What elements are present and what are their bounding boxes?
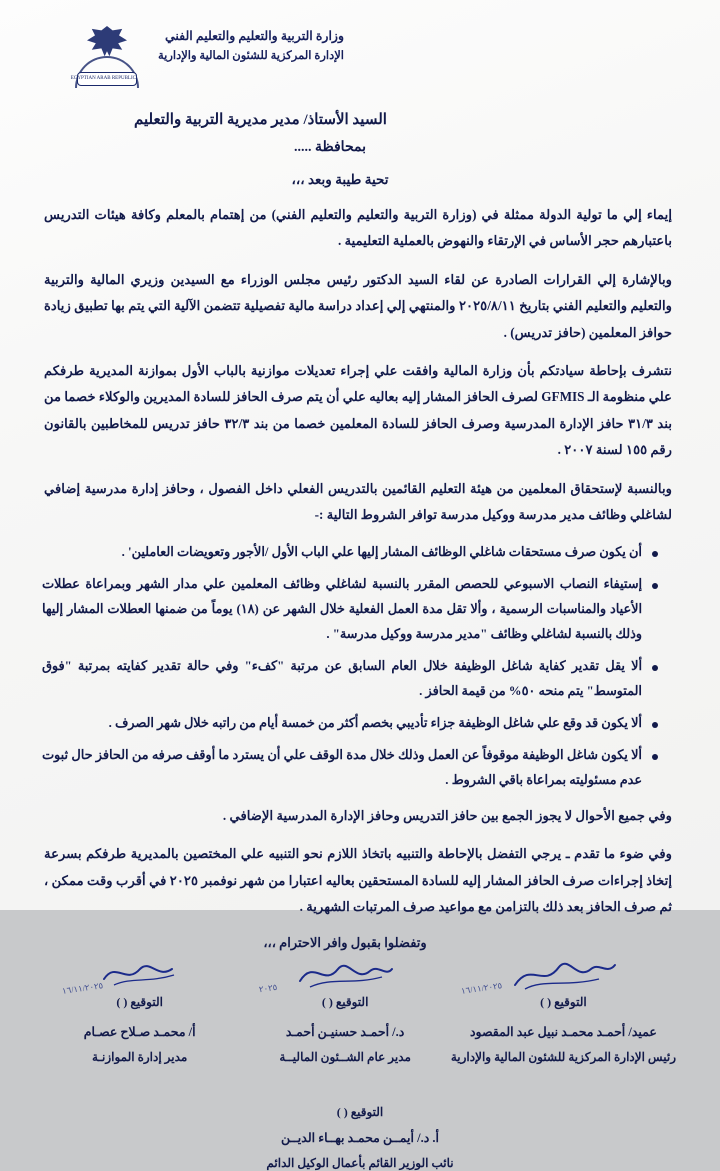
signature-role: مدير إدارة الموازنـة	[92, 1049, 188, 1064]
addressee-line-2: بمحافظة .....	[294, 140, 366, 155]
signature-name: عميد/ أحمـد محمـد نبيل عبد المقصود	[469, 1024, 657, 1039]
signature-name: د./ أحمـد حسنيـن أحمـد	[285, 1024, 405, 1039]
greeting-line: تحية طيبة وبعد ،،،	[291, 172, 389, 187]
no-combination-note: وفي جميع الأحوال لا يجوز الجمع بين حافز التدريس وحافز الإدارة المدرسية الإضافي .	[222, 808, 672, 824]
conditions-list	[34, 540, 686, 793]
signature-date-stamp: ١٦/١١/٢٠٢٥	[460, 979, 503, 996]
paragraph-2: وبالإشارة إلي القرارات الصادرة عن لقاء السيد الدكتور رئيس مجلس الوزراء مع السيدين وزيري المالية والتربية والتعليم والتعليم الفني بتاريخ ٢٠٢٥/٨/١١ والمنتهي إلي إعداد دراسة مالية تفصيلية تتضمن الآلية التي يتم بها تطبيق زيادة حوافز المعلمين (حافز تدريس) .	[44, 271, 672, 340]
signature-label: التوقيع ( )	[116, 994, 163, 1009]
signature-column-1	[40, 955, 239, 1065]
final-signature-block	[34, 1079, 686, 1171]
final-signature-name: أ. د./ أيمــن محمـد بهــاء الديــن	[280, 1130, 440, 1145]
header-titles	[158, 26, 344, 67]
signature-date-stamp: ٢٠٢٥	[258, 981, 279, 994]
paragraph-3: نتشرف بإحاطة سيادتكم بأن وزارة المالية وافقت علي إجراء تعديلات موازنية بالباب الأول بموازنة المديرية طرفكم علي منظومة الـ GFMIS لصرف الحافز المشار إليه بعاليه علي أن يتم صرف الحافز للسادة المديرين والوكلاء خصما من بند ٣١/٣ حافز الإدارة المدرسية وصرف الحافز للسادة المعلمين خصما من بند ٣٢/٣ حافز تدريس للمخاطبين بالقانون رقم ١٥٥ لسنة ٢٠٠٧ .	[44, 363, 672, 458]
list-item: إستيفاء النصاب الاسبوعي للحصص المقرر بالنسبة لشاغلي وظائف المعلمين علي مدار الشهر وبمراعاة عطلات الأعياد والمناسبات الرسمية ، وألا تقل مدة العمل الفعلية خلال الشهر عن (١٨) يوماً من ضمنها العطلات المشار إليها وذلك بالنسبة لشاغلي وظائف "مدير مدرسة ووكيل مدرسة" .	[42, 572, 660, 647]
addressee-line-1: السيد الأستاذ/ مدير مديرية التربية والتعليم	[134, 112, 387, 128]
list-item: ألا يقل تقدير كفاية شاغل الوظيفة خلال العام السابق عن مرتبة "كفء" وفي حالة تقدير كفايته بمرتبة "فوق المتوسط" يتم منحه ٥٠% من قيمة الحافز .	[42, 654, 660, 704]
list-item: ألا يكون قد وقع علي شاغل الوظيفة جزاء تأديبي بخصم أكثر من خمسة أيام من راتبه خلال شهر الصرف .	[42, 711, 660, 736]
signature-column-2	[245, 955, 444, 1065]
handwritten-signature	[245, 955, 444, 995]
ministry-name: وزارة التربية والتعليم والتعليم الفني	[164, 29, 344, 43]
signature-role: رئيس الإدارة المركزية للشئون المالية والإدارية	[450, 1049, 676, 1064]
signature-role: مدير عام الشــئون الماليــة	[279, 1049, 411, 1064]
signature-column-3	[451, 955, 676, 1065]
final-signature-role: نائب الوزير القائم بأعمال الوكيل الدائم	[266, 1155, 454, 1170]
list-item: أن يكون صرف مستحقات شاغلي الوظائف المشار إليها علي الباب الأول /الأجور وتعويضات العاملين' .	[42, 540, 660, 565]
handwritten-signature	[451, 955, 676, 995]
list-item: ألا يكون شاغل الوظيفة موقوفاً عن العمل وذلك خلال مدة الوقف علي أن يسترد ما أوقف صرفه من الحافز حال ثبوت عدم مسئوليته بمراعاة باقي الشروط .	[42, 743, 660, 793]
addressee-block	[34, 110, 686, 156]
signature-label: التوقيع ( )	[540, 994, 587, 1009]
handwritten-signature	[40, 955, 239, 995]
paragraph-4: وبالنسبة لإستحقاق المعلمين من هيئة التعليم القائمين بالتدريس الفعلي داخل الفصول ، وحافز إدارة مدرسية إضافي لشاغلي وظائف مدير مدرسة ووكيل مدرسة توافر الشروط التالية :-	[44, 480, 672, 523]
closing-line: وتفضلوا بقبول وافر الاحترام ،،،	[263, 934, 427, 950]
document-header	[34, 16, 686, 88]
final-signature-space	[34, 1079, 686, 1105]
final-signature-label: التوقيع ( )	[336, 1104, 384, 1119]
egypt-eagle-emblem-icon	[70, 22, 140, 88]
final-paragraph: وفي ضوء ما تقدم ـ يرجي التفضل بالإحاطة والتنبيه باتخاذ اللازم نحو التنبيه علي المختصين بالمديرية طرفكم بسرعة إتخاذ إجراءات صرف الحافز المشار إليه للسادة المستحقين بعاليه اعتبارا من شهر نوفمبر ٢٠٢٥ في أقرب وقت ممكن ، ثم صرف الحافز بعد ذلك بالتزامن مع مواعيد صرف المرتبات الشهرية .	[44, 846, 673, 915]
department-name: الإدارة المركزية للشئون المالية والإدارية	[158, 50, 344, 63]
signature-name: أ/ محمـد صـلاح عصـام	[83, 1024, 196, 1039]
paragraph-1: إيماء إلي ما تولية الدولة ممثلة في (وزارة التربية والتعليم والتعليم الفني) من إهتمام بالمعلم وكافة هيئات التدريس باعتبارهم حجر الأساس في الإرتقاء والنهوض بالعملية التعليمية .	[44, 207, 672, 249]
signature-date-stamp: ١٦/١١/٢٠٢٥	[61, 979, 104, 996]
emblem-caption: EGYPTIAN ARAB REPUBLIC	[77, 72, 137, 86]
signature-label: التوقيع ( )	[321, 994, 369, 1009]
signatures-block	[34, 955, 686, 1065]
